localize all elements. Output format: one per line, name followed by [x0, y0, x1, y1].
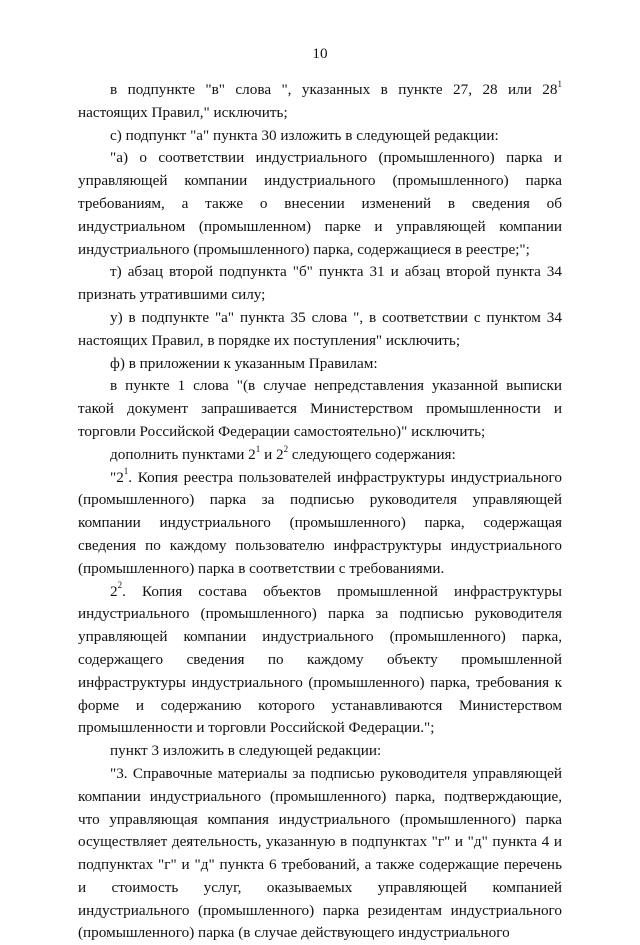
document-body [78, 79, 562, 945]
paragraph: т) абзац второй подпункта "б" пункта 31 и абзац второй пункта 34 признать утратившими силу; [78, 263, 562, 304]
paragraph: дополнить пунктами $2^1$ и $2^2$ следующего содержания: [110, 443, 456, 463]
paragraph: "$2^1$. Копия реестра пользователей инфраструктуры индустриального (промышленного) парка за подписью руководителя управляющей компании индустриального (промышленного) парка, содержащая сведения по каждому пользователю инфраструктуры индустриального (промышленного) парка в соответствии с требованиями. [78, 466, 562, 577]
paragraph: "3. Справочные материалы за подписью руководителя управляющей компании индустриального (промышленного) парка, подтверждающие, что управляющая компания индустриального (промышленного) парка осуществляет деятельность, указанную в подпунктах "г" и "д" пункта 4 и подпунктах "г" и "д" пункта 6 требований, а также содержащие перечень и стоимость услуг, оказываемых управляющей компанией индустриального (промышленного) парка резидентам индустриального (промышленного) парка (в случае действующего индустриального [78, 764, 562, 942]
paragraph: $2^2$. Копия состава объектов промышленной инфраструктуры индустриального (промышленного) парка за подписью руководителя управляющей компании индустриального (промышленного) парка, содержащего сведения по каждому объекту промышленной инфраструктуры индустриального (промышленного) парка, требования к форме и содержанию которого устанавливаются Министерством промышленности и торговли Российской Федерации."; [78, 580, 562, 737]
paragraph: пункт 3 изложить в следующей редакции: [110, 742, 382, 760]
paragraph: "а) о соответствии индустриального (промышленного) парка и управляющей компании индустриального (промышленного) парка требованиям, а также о внесении изменений в сведения об индустриальном (промышленном) парке и управляющей компании индустриального (промышленного) парка, содержащиеся в реестре;"; [78, 149, 562, 258]
paragraph: у) в подпункте "а" пункта 35 слова ", в соответствии с пунктом 34 настоящих Правил, в порядке их поступления" исключить; [78, 308, 562, 349]
paragraph: в пункте 1 слова "(в случае непредставления указанной выписки такой документ запрашивается Министерством промышленности и торговли Российской Федерации самостоятельно)" исключить; [78, 377, 562, 440]
page-number: 10 [312, 45, 328, 62]
paragraph: в подпункте "в" слова ", указанных в пункте 27, 28 или $28^1$ настоящих Правил," исключить; [78, 78, 562, 121]
paragraph: ф) в приложении к указанным Правилам: [110, 354, 378, 372]
paragraph: с) подпункт "а" пункта 30 изложить в следующей редакции: [110, 126, 499, 144]
